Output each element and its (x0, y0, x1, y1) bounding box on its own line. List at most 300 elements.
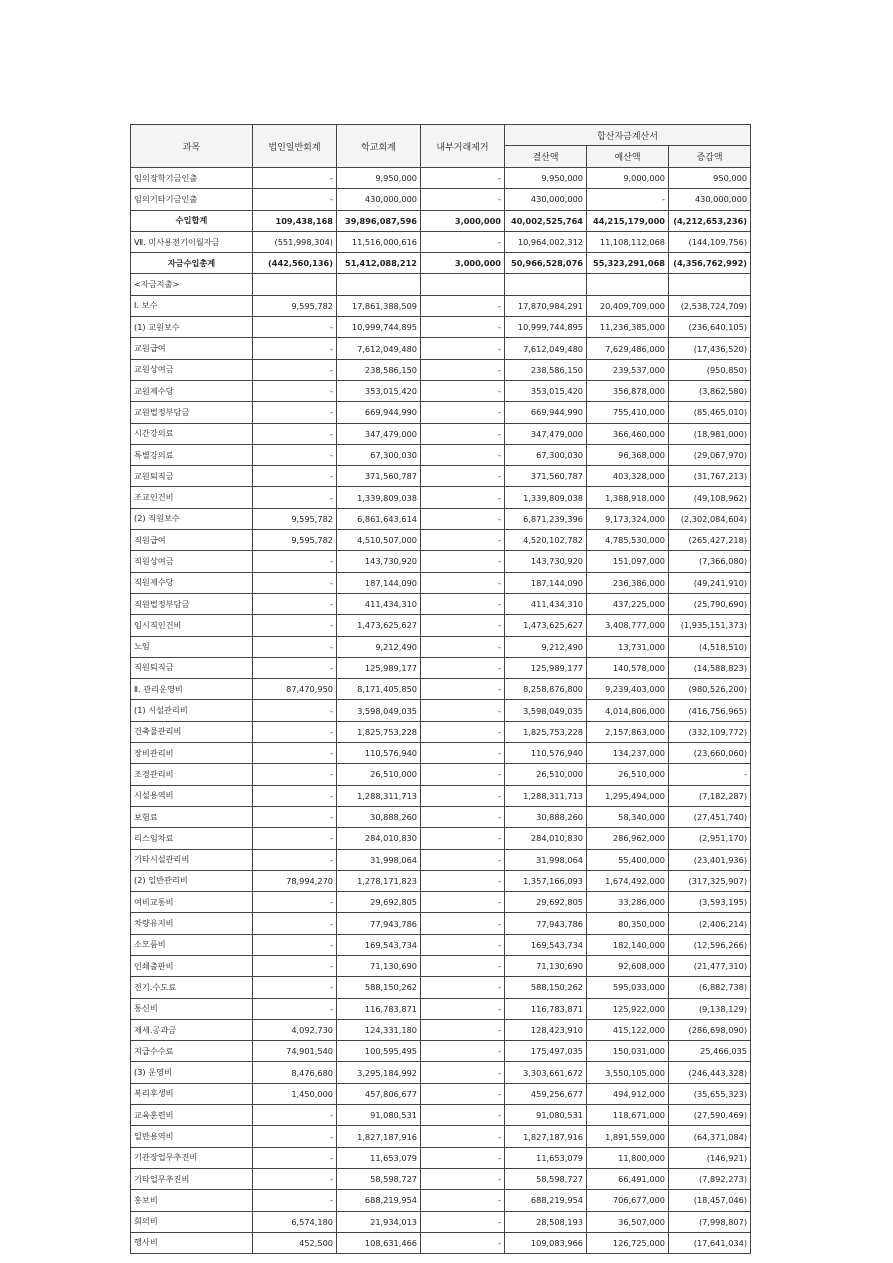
table-row (131, 1019, 751, 1040)
cell-budget: 44,215,179,000 (587, 210, 669, 231)
cell-internal-elim: - (421, 892, 505, 913)
cell-internal-elim: - (421, 977, 505, 998)
cell-internal-elim: - (421, 679, 505, 700)
cell-budget: 9,000,000 (587, 168, 669, 189)
cell-school: 3,598,049,035 (337, 700, 421, 721)
table-row (131, 1147, 751, 1168)
row-label: 기타시설관리비 (131, 849, 253, 870)
cell-school: 169,543,734 (337, 934, 421, 955)
cell-internal-elim: - (421, 1232, 505, 1253)
cell-budget: 9,173,324,000 (587, 508, 669, 529)
row-label: 교원퇴직금 (131, 466, 253, 487)
cell-corp-general: - (253, 1105, 337, 1126)
cell-school: 110,576,940 (337, 743, 421, 764)
cell-school: 100,595,495 (337, 1041, 421, 1062)
cell-settled: 116,783,871 (505, 998, 587, 1019)
cell-corp-general: 8,476,680 (253, 1062, 337, 1083)
cell-corp-general: - (253, 615, 337, 636)
cell-corp-general: - (253, 317, 337, 338)
cell-settled: 284,010,830 (505, 828, 587, 849)
cell-internal-elim: - (421, 913, 505, 934)
cell-school: 688,219,954 (337, 1190, 421, 1211)
cell-school: 238,586,150 (337, 359, 421, 380)
cell-budget: 7,629,486,000 (587, 338, 669, 359)
row-label: 일반용역비 (131, 1126, 253, 1147)
row-label: 시설용역비 (131, 785, 253, 806)
cell-internal-elim: - (421, 1211, 505, 1232)
cell-corp-general: - (253, 955, 337, 976)
cell-change: (25,790,690) (669, 593, 751, 614)
cell-corp-general: - (253, 657, 337, 678)
header-subject: 과목 (131, 125, 253, 168)
cell-school: 125,989,177 (337, 657, 421, 678)
cell-corp-general: - (253, 1190, 337, 1211)
cell-school: 7,612,049,480 (337, 338, 421, 359)
cell-change: (14,588,823) (669, 657, 751, 678)
table-row (131, 380, 751, 401)
cell-internal-elim: - (421, 849, 505, 870)
table-row (131, 1168, 751, 1189)
cell-budget: 140,578,000 (587, 657, 669, 678)
cell-internal-elim: 3,000,000 (421, 253, 505, 274)
cell-school: 26,510,000 (337, 764, 421, 785)
cell-school: 11,516,000,616 (337, 231, 421, 252)
cell-change: (23,401,936) (669, 849, 751, 870)
cell-school: 1,339,809,038 (337, 487, 421, 508)
table-row (131, 444, 751, 465)
cell-budget: 55,400,000 (587, 849, 669, 870)
cell-corp-general: - (253, 636, 337, 657)
table-row (131, 1041, 751, 1062)
cell-school: 17,861,388,509 (337, 295, 421, 316)
cell-internal-elim: - (421, 402, 505, 423)
cell-school: 4,510,507,000 (337, 530, 421, 551)
cell-change: (18,457,046) (669, 1190, 751, 1211)
cell-settled: 688,219,954 (505, 1190, 587, 1211)
cell-budget (587, 274, 669, 295)
cell-school: 91,080,531 (337, 1105, 421, 1126)
cell-internal-elim: - (421, 1105, 505, 1126)
cell-school: 21,934,013 (337, 1211, 421, 1232)
cell-settled: 125,989,177 (505, 657, 587, 678)
cell-change: (7,366,080) (669, 551, 751, 572)
cell-internal-elim: - (421, 380, 505, 401)
cell-internal-elim: - (421, 593, 505, 614)
cell-budget: 3,550,105,000 (587, 1062, 669, 1083)
cell-change: (6,882,738) (669, 977, 751, 998)
cell-corp-general: (551,998,304) (253, 231, 337, 252)
cell-corp-general: - (253, 1168, 337, 1189)
cell-corp-general: 1,450,000 (253, 1083, 337, 1104)
row-label: 인쇄출판비 (131, 955, 253, 976)
cell-budget: 182,140,000 (587, 934, 669, 955)
cell-school: 143,730,920 (337, 551, 421, 572)
cell-internal-elim: - (421, 1062, 505, 1083)
cell-change: (17,641,034) (669, 1232, 751, 1253)
table-row (131, 679, 751, 700)
table-row (131, 1190, 751, 1211)
cell-change: (144,109,756) (669, 231, 751, 252)
cell-budget: 36,507,000 (587, 1211, 669, 1232)
cell-school: 67,300,030 (337, 444, 421, 465)
cell-internal-elim: - (421, 636, 505, 657)
cell-change: (9,138,129) (669, 998, 751, 1019)
row-label: 복리후생비 (131, 1083, 253, 1104)
cell-school: 8,171,405,850 (337, 679, 421, 700)
cell-internal-elim (421, 274, 505, 295)
cell-change: (7,892,273) (669, 1168, 751, 1189)
cell-budget: 66,491,000 (587, 1168, 669, 1189)
cell-budget: 286,962,000 (587, 828, 669, 849)
row-label: 여비교통비 (131, 892, 253, 913)
row-label: 장비관리비 (131, 743, 253, 764)
cell-corp-general: 74,901,540 (253, 1041, 337, 1062)
table-row (131, 466, 751, 487)
table-row (131, 806, 751, 827)
cell-school: 457,806,677 (337, 1083, 421, 1104)
row-label: 임시직인건비 (131, 615, 253, 636)
cell-budget: 494,912,000 (587, 1083, 669, 1104)
cell-settled: 411,434,310 (505, 593, 587, 614)
cell-school: 1,827,187,916 (337, 1126, 421, 1147)
table-row (131, 636, 751, 657)
cell-budget: 134,237,000 (587, 743, 669, 764)
row-label: 리스임차료 (131, 828, 253, 849)
cell-internal-elim: - (421, 721, 505, 742)
cell-budget: 239,537,000 (587, 359, 669, 380)
cell-change: 25,466,035 (669, 1041, 751, 1062)
table-row (131, 1126, 751, 1147)
table-row (131, 189, 751, 210)
cell-school: 11,653,079 (337, 1147, 421, 1168)
cell-school: 124,331,180 (337, 1019, 421, 1040)
cell-change: (35,655,323) (669, 1083, 751, 1104)
cell-internal-elim: - (421, 1168, 505, 1189)
cell-internal-elim: - (421, 231, 505, 252)
cell-change: (4,518,510) (669, 636, 751, 657)
cell-settled: 128,423,910 (505, 1019, 587, 1040)
row-label: 교원급여 (131, 338, 253, 359)
cell-school: 9,212,490 (337, 636, 421, 657)
cell-corp-general: 452,500 (253, 1232, 337, 1253)
cell-budget: 20,409,709,000 (587, 295, 669, 316)
header-corp-general: 법인일반회계 (253, 125, 337, 168)
cell-budget: - (587, 189, 669, 210)
cell-change: (85,465,010) (669, 402, 751, 423)
cell-change: (27,451,740) (669, 806, 751, 827)
cell-change: (2,538,724,709) (669, 295, 751, 316)
cell-budget: 13,731,000 (587, 636, 669, 657)
cell-internal-elim: 3,000,000 (421, 210, 505, 231)
cell-change: (2,406,214) (669, 913, 751, 934)
cell-settled: 91,080,531 (505, 1105, 587, 1126)
cell-corp-general: - (253, 998, 337, 1019)
table-row (131, 870, 751, 891)
cell-settled: 1,473,625,627 (505, 615, 587, 636)
cell-settled: 58,598,727 (505, 1168, 587, 1189)
table-row (131, 487, 751, 508)
row-label: (1) 교원보수 (131, 317, 253, 338)
cell-corp-general: (442,560,136) (253, 253, 337, 274)
cell-internal-elim: - (421, 870, 505, 891)
cell-corp-general: 87,470,950 (253, 679, 337, 700)
cell-settled: 26,510,000 (505, 764, 587, 785)
cell-corp-general: - (253, 806, 337, 827)
cell-school: 30,888,260 (337, 806, 421, 827)
cell-settled: 669,944,990 (505, 402, 587, 423)
header-school: 학교회계 (337, 125, 421, 168)
table-row (131, 785, 751, 806)
cell-settled: 31,998,064 (505, 849, 587, 870)
cell-corp-general: - (253, 934, 337, 955)
cell-internal-elim: - (421, 806, 505, 827)
row-label: 직원상여금 (131, 551, 253, 572)
row-label: 통신비 (131, 998, 253, 1019)
cell-settled: 77,943,786 (505, 913, 587, 934)
table-row (131, 551, 751, 572)
cell-change: (31,767,213) (669, 466, 751, 487)
cell-internal-elim: - (421, 1190, 505, 1211)
cell-settled: 430,000,000 (505, 189, 587, 210)
table-row (131, 317, 751, 338)
cell-settled: 9,212,490 (505, 636, 587, 657)
cell-settled: 30,888,260 (505, 806, 587, 827)
table-row (131, 615, 751, 636)
table-row (131, 295, 751, 316)
table-row (131, 1232, 751, 1253)
cell-corp-general: - (253, 423, 337, 444)
cell-settled: 67,300,030 (505, 444, 587, 465)
cell-change: (21,477,310) (669, 955, 751, 976)
cell-change: (950,850) (669, 359, 751, 380)
cell-corp-general: - (253, 572, 337, 593)
cell-corp-general: 9,595,782 (253, 508, 337, 529)
row-label: 지급수수료 (131, 1041, 253, 1062)
table-body (131, 168, 751, 1254)
table-row (131, 210, 751, 231)
row-label: 시간강의료 (131, 423, 253, 444)
cell-budget: 1,891,559,000 (587, 1126, 669, 1147)
cell-settled: 238,586,150 (505, 359, 587, 380)
cell-change: (29,067,970) (669, 444, 751, 465)
cell-school: 58,598,727 (337, 1168, 421, 1189)
table-row (131, 253, 751, 274)
cell-settled: 110,576,940 (505, 743, 587, 764)
cell-internal-elim: - (421, 487, 505, 508)
cell-corp-general: - (253, 551, 337, 572)
cell-internal-elim: - (421, 700, 505, 721)
cell-school: 1,473,625,627 (337, 615, 421, 636)
row-label: 건축물관리비 (131, 721, 253, 742)
cell-change: (49,108,962) (669, 487, 751, 508)
cell-school: 187,144,090 (337, 572, 421, 593)
cell-settled: 17,870,984,291 (505, 295, 587, 316)
row-label: 소모품비 (131, 934, 253, 955)
cell-internal-elim: - (421, 657, 505, 678)
cell-change: (23,660,060) (669, 743, 751, 764)
table-row (131, 593, 751, 614)
cell-change: (3,593,195) (669, 892, 751, 913)
cell-change: 950,000 (669, 168, 751, 189)
header-change: 증감액 (669, 146, 751, 168)
cell-change: (7,998,807) (669, 1211, 751, 1232)
row-label: <자금지출> (131, 274, 253, 295)
cell-change: (18,981,000) (669, 423, 751, 444)
row-label: 직원퇴직금 (131, 657, 253, 678)
cell-corp-general: - (253, 189, 337, 210)
cell-change: (64,371,084) (669, 1126, 751, 1147)
cell-corp-general: - (253, 593, 337, 614)
cell-budget: 33,286,000 (587, 892, 669, 913)
cell-corp-general: - (253, 700, 337, 721)
cell-settled: 10,964,002,312 (505, 231, 587, 252)
cell-change: (17,436,520) (669, 338, 751, 359)
row-label: 직원법정부담금 (131, 593, 253, 614)
cell-budget: 125,922,000 (587, 998, 669, 1019)
cell-settled: 9,950,000 (505, 168, 587, 189)
row-label: 특별강의료 (131, 444, 253, 465)
cell-corp-general: 9,595,782 (253, 295, 337, 316)
cell-budget: 80,350,000 (587, 913, 669, 934)
cell-settled: 371,560,787 (505, 466, 587, 487)
cell-settled: 109,083,966 (505, 1232, 587, 1253)
row-label: 임의기타기금인출 (131, 189, 253, 210)
row-label: 조교인건비 (131, 487, 253, 508)
cell-internal-elim: - (421, 785, 505, 806)
row-label: (2) 직원보수 (131, 508, 253, 529)
cell-budget: 4,785,530,000 (587, 530, 669, 551)
row-label: 교원제수당 (131, 380, 253, 401)
cell-school: 347,479,000 (337, 423, 421, 444)
cell-internal-elim: - (421, 1147, 505, 1168)
cell-settled: 347,479,000 (505, 423, 587, 444)
table-row (131, 764, 751, 785)
cell-budget: 3,408,777,000 (587, 615, 669, 636)
cell-school: 77,943,786 (337, 913, 421, 934)
row-label: 행사비 (131, 1232, 253, 1253)
cell-internal-elim: - (421, 934, 505, 955)
cell-budget: 118,671,000 (587, 1105, 669, 1126)
cell-budget: 11,800,000 (587, 1147, 669, 1168)
cell-budget: 92,608,000 (587, 955, 669, 976)
row-label: 제세.공과금 (131, 1019, 253, 1040)
cell-corp-general: - (253, 359, 337, 380)
cell-budget: 2,157,863,000 (587, 721, 669, 742)
cell-school: 6,861,643,614 (337, 508, 421, 529)
cell-internal-elim: - (421, 551, 505, 572)
cell-settled: 3,598,049,035 (505, 700, 587, 721)
cell-budget: 356,878,000 (587, 380, 669, 401)
table-row (131, 721, 751, 742)
cell-budget: 9,239,403,000 (587, 679, 669, 700)
cell-budget: 1,295,494,000 (587, 785, 669, 806)
row-label: 교육훈련비 (131, 1105, 253, 1126)
cell-change: - (669, 764, 751, 785)
cell-school: 9,950,000 (337, 168, 421, 189)
cell-change: (416,756,965) (669, 700, 751, 721)
cell-budget: 1,674,492,000 (587, 870, 669, 891)
cell-change: (317,325,907) (669, 870, 751, 891)
cell-settled: 40,002,525,764 (505, 210, 587, 231)
table-row (131, 657, 751, 678)
cell-internal-elim: - (421, 1041, 505, 1062)
cell-internal-elim: - (421, 828, 505, 849)
cell-internal-elim: - (421, 168, 505, 189)
cell-settled: 11,653,079 (505, 1147, 587, 1168)
cell-corp-general: - (253, 444, 337, 465)
cell-settled: 8,258,876,800 (505, 679, 587, 700)
cell-internal-elim: - (421, 508, 505, 529)
cell-internal-elim: - (421, 615, 505, 636)
cell-school: 51,412,088,212 (337, 253, 421, 274)
cell-corp-general: - (253, 849, 337, 870)
row-label: 전기.수도료 (131, 977, 253, 998)
cell-settled: 588,150,262 (505, 977, 587, 998)
cell-corp-general: - (253, 977, 337, 998)
row-label: 임의장학기금인출 (131, 168, 253, 189)
cell-settled: 71,130,690 (505, 955, 587, 976)
cell-school: 31,998,064 (337, 849, 421, 870)
cell-internal-elim: - (421, 317, 505, 338)
table-header (131, 125, 751, 168)
cell-change: (246,443,328) (669, 1062, 751, 1083)
cell-school: 669,944,990 (337, 402, 421, 423)
cell-internal-elim: - (421, 955, 505, 976)
cell-internal-elim: - (421, 359, 505, 380)
cell-corp-general: - (253, 764, 337, 785)
row-label: 홍보비 (131, 1190, 253, 1211)
cell-settled: 175,497,035 (505, 1041, 587, 1062)
table-row (131, 1062, 751, 1083)
cell-budget: 706,677,000 (587, 1190, 669, 1211)
cell-internal-elim: - (421, 743, 505, 764)
row-label: 노임 (131, 636, 253, 657)
cell-corp-general: - (253, 721, 337, 742)
cell-change: (4,356,762,992) (669, 253, 751, 274)
row-label: Ⅶ. 미사용전기이월자금 (131, 231, 253, 252)
cell-school: 1,825,753,228 (337, 721, 421, 742)
row-label: 교원법정부담금 (131, 402, 253, 423)
table-row (131, 1211, 751, 1232)
fund-statement-table (130, 124, 751, 1254)
cell-settled: 1,825,753,228 (505, 721, 587, 742)
row-label: 교원상여금 (131, 359, 253, 380)
cell-budget: 236,386,000 (587, 572, 669, 593)
row-label: 조경관리비 (131, 764, 253, 785)
cell-budget: 151,097,000 (587, 551, 669, 572)
cell-corp-general: - (253, 892, 337, 913)
cell-internal-elim: - (421, 338, 505, 359)
row-label: 기타업무추진비 (131, 1168, 253, 1189)
table-row (131, 934, 751, 955)
cell-settled: 10,999,744,895 (505, 317, 587, 338)
cell-school: 588,150,262 (337, 977, 421, 998)
header-internal-elim: 내부거래제거 (421, 125, 505, 168)
cell-settled (505, 274, 587, 295)
cell-corp-general (253, 274, 337, 295)
cell-change: (2,951,170) (669, 828, 751, 849)
cell-school: 3,295,184,992 (337, 1062, 421, 1083)
table-row (131, 913, 751, 934)
cell-school: 1,288,311,713 (337, 785, 421, 806)
table-row (131, 955, 751, 976)
cell-school: 29,692,805 (337, 892, 421, 913)
cell-internal-elim: - (421, 1083, 505, 1104)
cell-internal-elim: - (421, 1019, 505, 1040)
table-row (131, 743, 751, 764)
cell-budget: 595,033,000 (587, 977, 669, 998)
cell-school: 353,015,420 (337, 380, 421, 401)
